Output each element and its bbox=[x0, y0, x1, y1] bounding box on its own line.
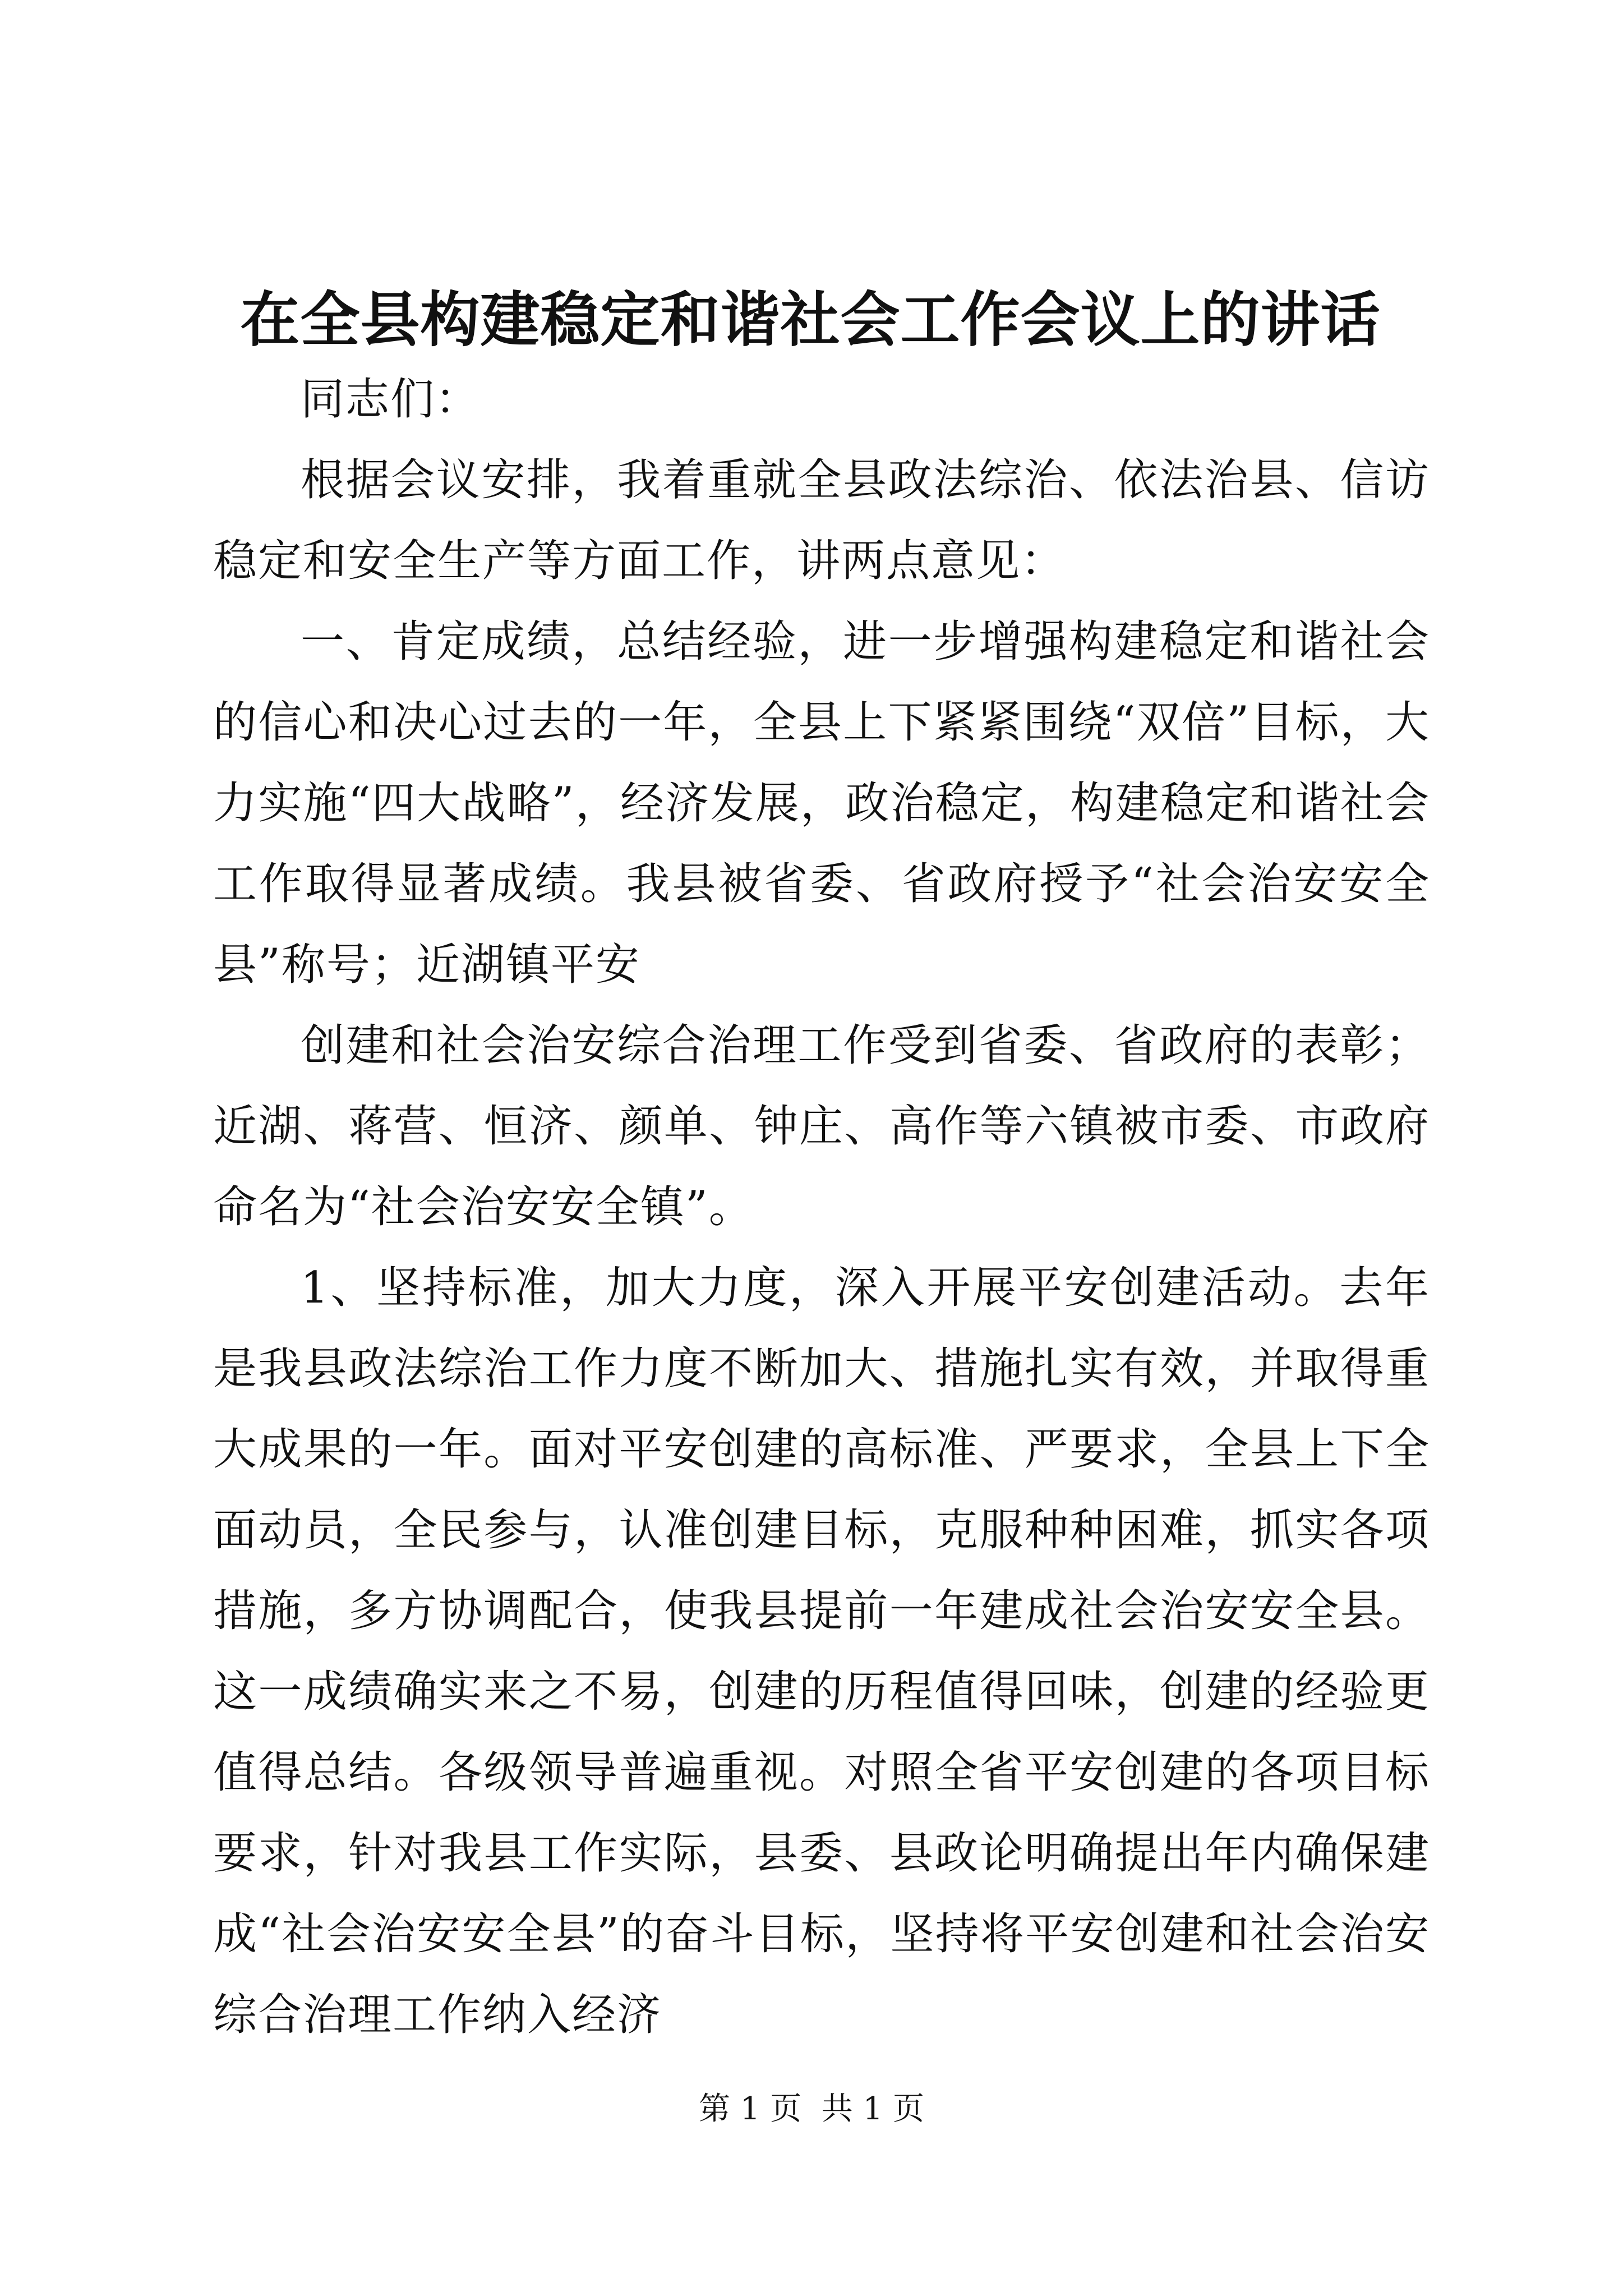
salutation: 同志们： bbox=[301, 374, 481, 425]
body-paragraph: 根据会议安排，我着重就全县政法综治、依法治县、信访稳定和安全生产等方面工作，讲两点意见： bbox=[213, 455, 1430, 586]
body-paragraph: 创建和社会治安综合治理工作受到省委、省政府的表彰；近湖、蒋营、恒济、颜单、钟庄、高作等六镇被市委、市政府命名为“社会治安安全镇”。 bbox=[213, 1020, 1430, 1232]
body-paragraph: 1、坚持标准，加大力度，深入开展平安创建活动。去年是我县政法综治工作力度不断加大、措施扎实有效，并取得重大成果的一年。面对平安创建的高标准、严要求，全县上下全面动员，全民参与，认准创建目标，克服种种困难，抓实各项措施，多方协调配合，使我县提前一年建成社会治安安全县。这一成绩确实来之不易，创建的历程值得回味，创建的经验更值得总结。各级领导普遍重视。对照全省平安创建的各项目标要求，针对我县工作实际，县委、县政论明确提出年内确保建成“社会治安安全县”的奋斗目标，坚持将平安创建和社会治安综合治理工作纳入经济 bbox=[213, 1263, 1430, 2040]
body-paragraph: 一、肯定成绩，总结经验，进一步增强构建稳定和谐社会的信心和决心过去的一年，全县上下紧紧围绕“双倍”目标，大力实施“四大战略”，经济发展，政治稳定，构建稳定和谐社会工作取得显著成绩。我县被省委、省政府授予“社会治安安全县”称号；近湖镇平安 bbox=[213, 616, 1430, 990]
page-footer: 第 1 页 共 1 页 bbox=[698, 2091, 925, 2127]
document-body bbox=[213, 359, 1430, 2055]
document-title: 在全县构建稳定和谐社会工作会议上的讲话 bbox=[240, 284, 1381, 355]
